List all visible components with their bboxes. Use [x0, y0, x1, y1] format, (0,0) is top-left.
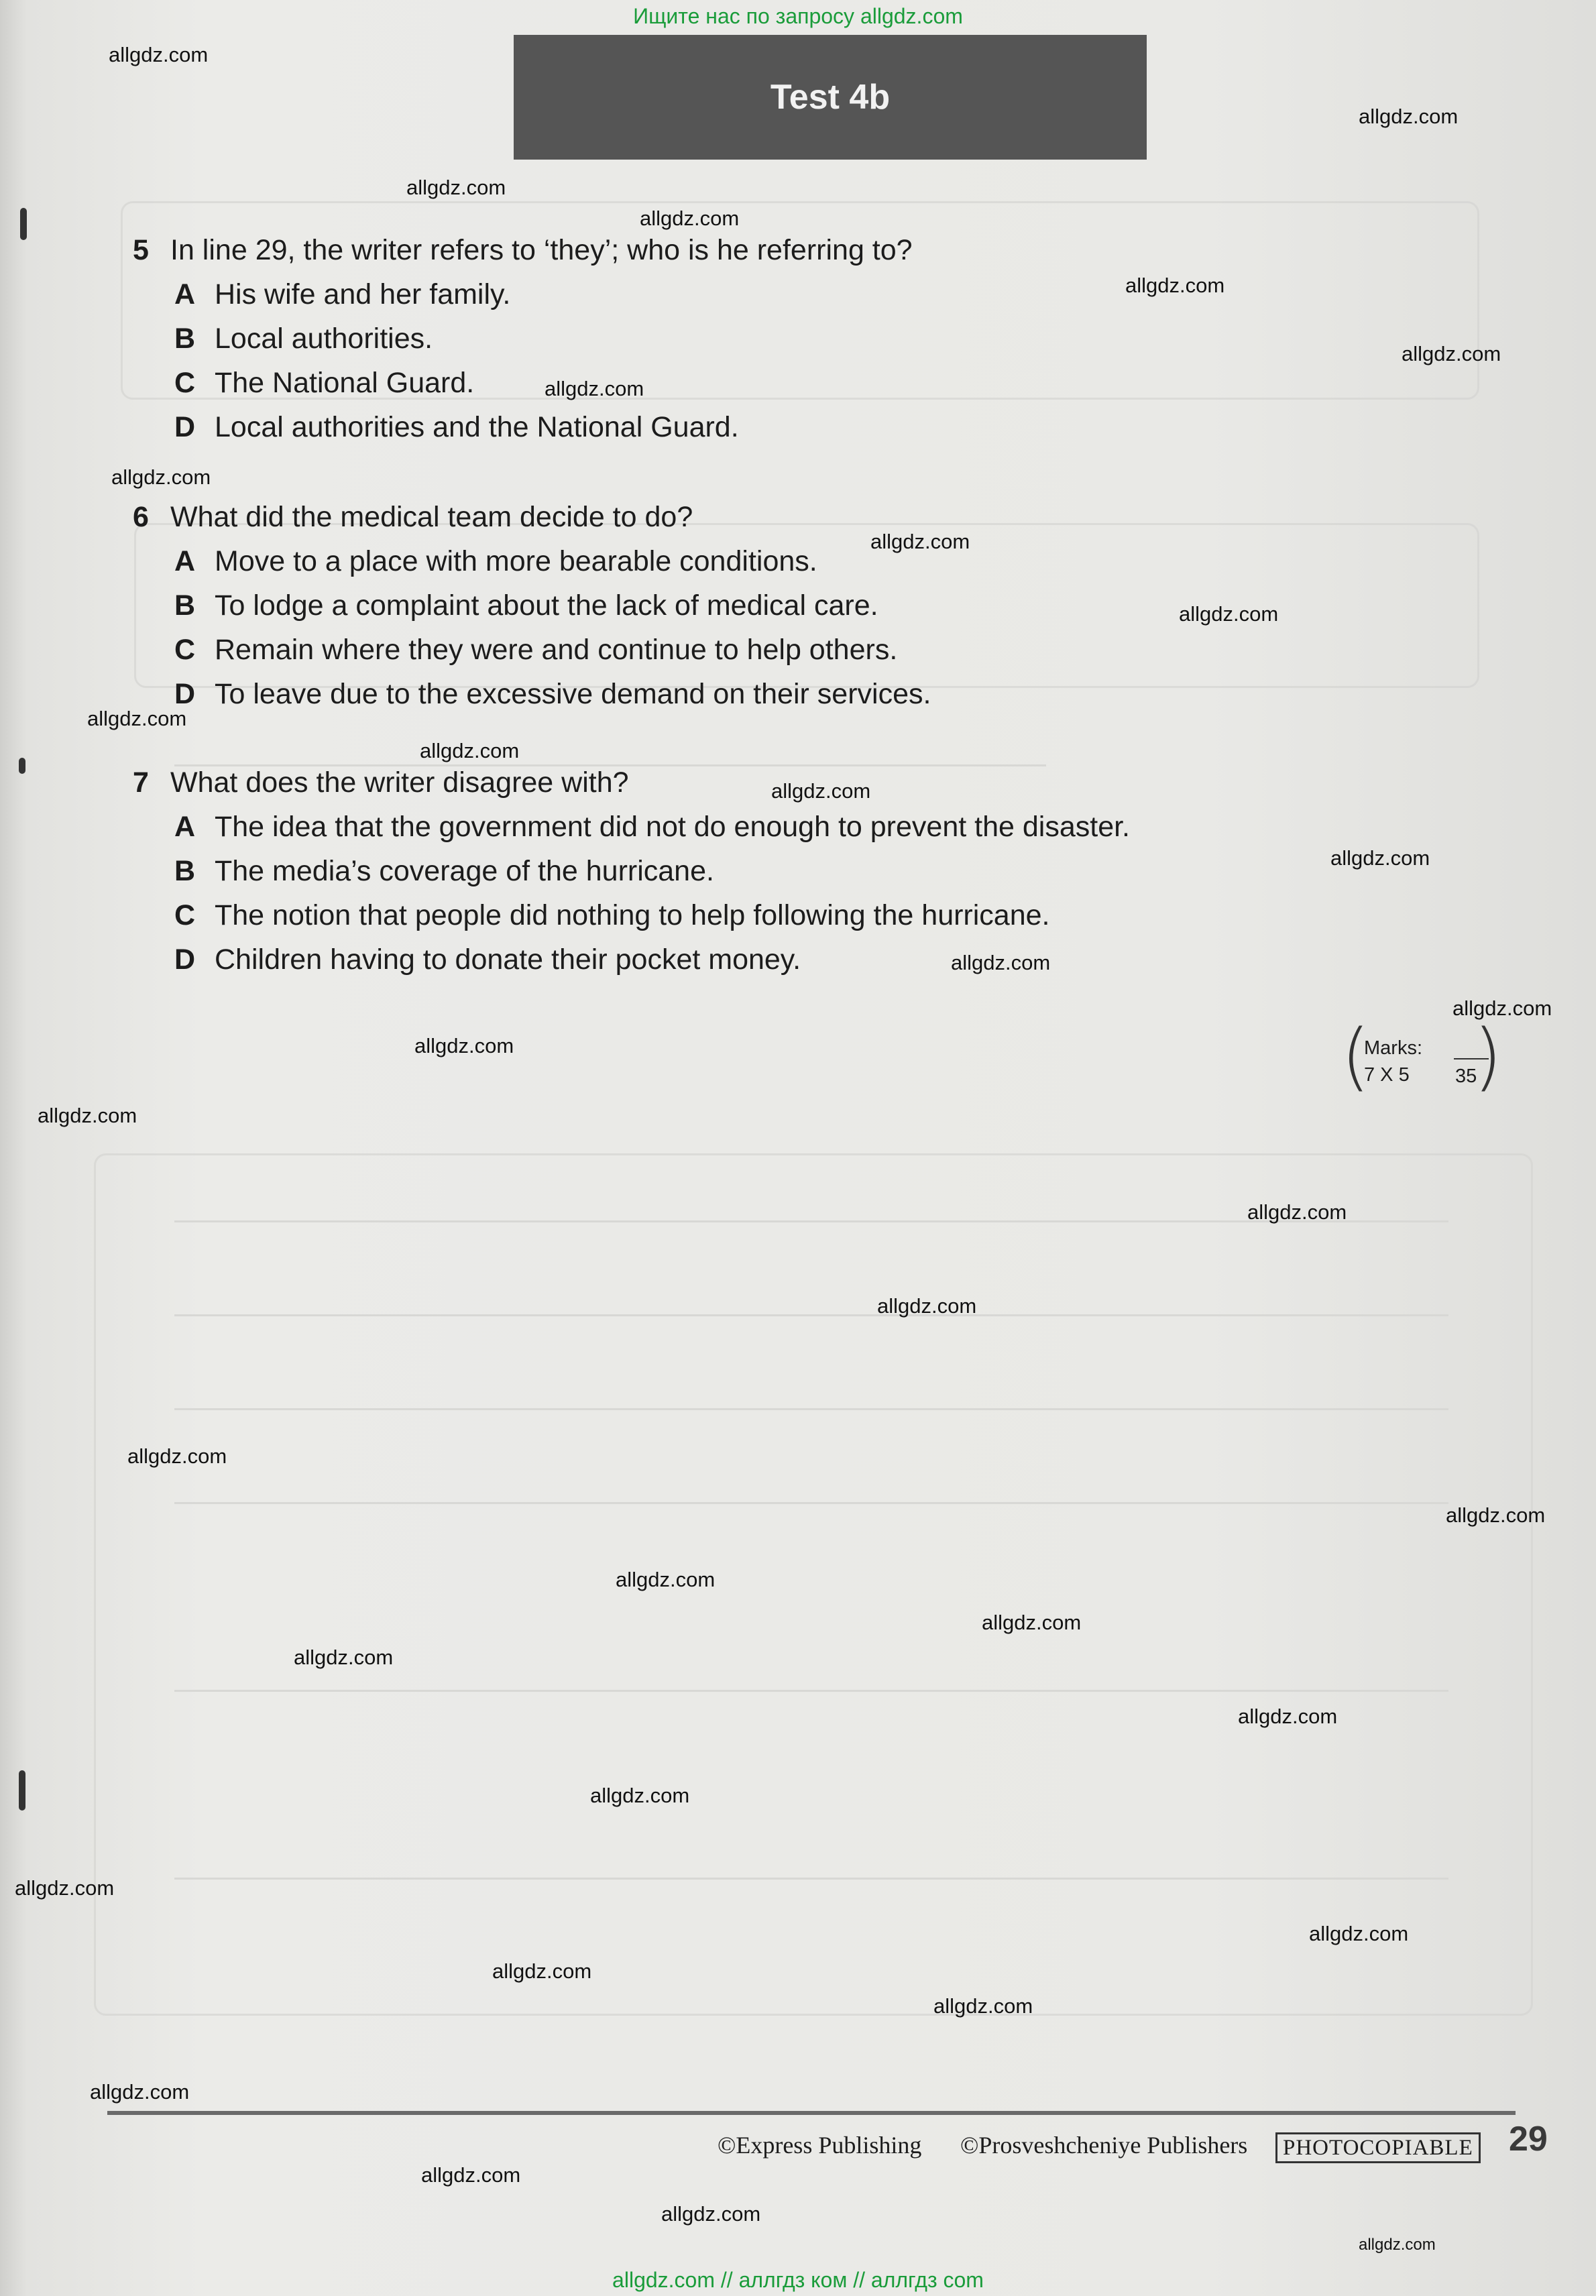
option [174, 587, 878, 624]
watermark: allgdz.com [933, 1994, 1033, 2018]
watermark: allgdz.com [982, 1611, 1082, 1634]
question-6 [133, 499, 693, 535]
option-text: Children having to donate their pocket money. [215, 943, 801, 976]
marks-total: 35 [1455, 1066, 1477, 1087]
option-text: The notion that people did nothing to help following the hurricane. [215, 899, 1050, 931]
top-banner[interactable]: Ищите нас по запросу allgdz.com [633, 4, 963, 28]
binding-mark [20, 208, 27, 240]
option [174, 809, 1130, 845]
option-letter: C [174, 899, 196, 931]
watermark: allgdz.com [545, 377, 644, 400]
question-text: What does the writer disagree with? [170, 766, 629, 799]
watermark: allgdz.com [294, 1646, 394, 1669]
option-letter: A [174, 545, 196, 577]
option [174, 543, 817, 579]
watermark: allgdz.com [420, 739, 520, 762]
watermark: allgdz.com [1446, 1503, 1546, 1527]
question-7 [133, 764, 629, 801]
watermark: allgdz.com [1179, 602, 1279, 626]
marks-label: Marks: [1364, 1037, 1422, 1059]
watermark: allgdz.com [90, 2080, 190, 2104]
watermark: allgdz.com [15, 1876, 115, 1900]
option-text: To lodge a complaint about the lack of medical care. [215, 589, 878, 622]
watermark: allgdz.com [414, 1034, 514, 1057]
option [174, 941, 801, 978]
photocopiable-label: PHOTOCOPIABLE [1275, 2132, 1481, 2163]
watermark: allgdz.com [406, 176, 506, 199]
watermark: allgdz.com [111, 465, 211, 489]
option-text: Move to a place with more bearable conditions. [215, 545, 817, 577]
question-number: 6 [133, 501, 149, 533]
option [174, 276, 510, 312]
option [174, 853, 714, 889]
question-text: In line 29, the writer refers to ‘they’; who is he referring to? [170, 234, 913, 266]
question-number: 7 [133, 766, 149, 799]
question-number: 5 [133, 234, 149, 266]
bleed-through-line [174, 1502, 1448, 1504]
watermark: allgdz.com [109, 43, 209, 66]
option-letter: B [174, 855, 196, 887]
option [174, 632, 897, 668]
option-text: To leave due to the excessive demand on their services. [215, 678, 931, 710]
watermark: allgdz.com [951, 951, 1051, 974]
option-text: The National Guard. [215, 367, 475, 399]
binding-mark [19, 1770, 25, 1811]
option-letter: C [174, 367, 196, 399]
page-number: 29 [1509, 2120, 1548, 2159]
bleed-through-line [174, 1690, 1448, 1692]
option [174, 365, 474, 401]
watermark: allgdz.com [590, 1784, 690, 1807]
watermark: allgdz.com [87, 707, 187, 730]
watermark: allgdz.com [640, 207, 740, 230]
binding-mark [19, 758, 25, 774]
watermark: allgdz.com [127, 1444, 227, 1468]
option-text: Local authorities and the National Guard. [215, 411, 739, 443]
option-letter: B [174, 589, 196, 622]
watermark: allgdz.com [1359, 2236, 1436, 2254]
watermark: allgdz.com [1125, 274, 1225, 297]
option-text: Local authorities. [215, 323, 433, 355]
option-letter: B [174, 323, 196, 355]
watermark: allgdz.com [1359, 105, 1459, 128]
watermark: allgdz.com [1452, 996, 1552, 1020]
option-letter: A [174, 278, 196, 310]
watermark: allgdz.com [616, 1568, 716, 1591]
watermark: allgdz.com [870, 530, 970, 553]
option-letter: D [174, 943, 196, 976]
watermark: allgdz.com [661, 2202, 761, 2226]
option [174, 321, 433, 357]
footer-publisher-2: ©Prosveshcheniye Publishers [960, 2132, 1248, 2159]
question-5 [133, 232, 913, 268]
bottom-banner[interactable]: allgdz.com // аллгдз ком // аллгдз com [612, 2268, 984, 2292]
paren-right: ) [1473, 1013, 1502, 1099]
watermark: allgdz.com [1330, 846, 1430, 870]
watermark: allgdz.com [877, 1294, 977, 1318]
bleed-through-box [94, 1153, 1533, 2016]
footer-publisher-1: ©Express Publishing [718, 2132, 922, 2159]
watermark: allgdz.com [38, 1104, 137, 1127]
watermark: allgdz.com [492, 1959, 592, 1983]
option-text: His wife and her family. [215, 278, 511, 310]
option-letter: C [174, 634, 196, 666]
bleed-through-line [174, 1408, 1448, 1410]
paren-left: ( [1341, 1013, 1370, 1099]
watermark: allgdz.com [1309, 1922, 1409, 1945]
option-text: The idea that the government did not do enough to prevent the disaster. [215, 811, 1130, 843]
footer-rule [107, 2111, 1516, 2115]
option [174, 897, 1050, 933]
option-text: Remain where they were and continue to help others. [215, 634, 898, 666]
option-text: The media’s coverage of the hurricane. [215, 855, 714, 887]
bleed-through-line [174, 1314, 1448, 1316]
bleed-through-line [174, 1878, 1448, 1880]
option-letter: D [174, 678, 196, 710]
watermark: allgdz.com [1402, 342, 1501, 365]
watermark: allgdz.com [421, 2163, 521, 2187]
option [174, 676, 931, 712]
question-text: What did the medical team decide to do? [170, 501, 693, 533]
marks-box [1341, 1013, 1502, 1100]
option [174, 409, 739, 445]
marks-calculation: 7 X 5 [1364, 1064, 1410, 1086]
test-title: Test 4b [514, 35, 1147, 160]
watermark: allgdz.com [1247, 1200, 1347, 1224]
option-letter: A [174, 811, 196, 843]
option-letter: D [174, 411, 196, 443]
watermark: allgdz.com [1238, 1705, 1338, 1728]
watermark: allgdz.com [771, 779, 871, 803]
